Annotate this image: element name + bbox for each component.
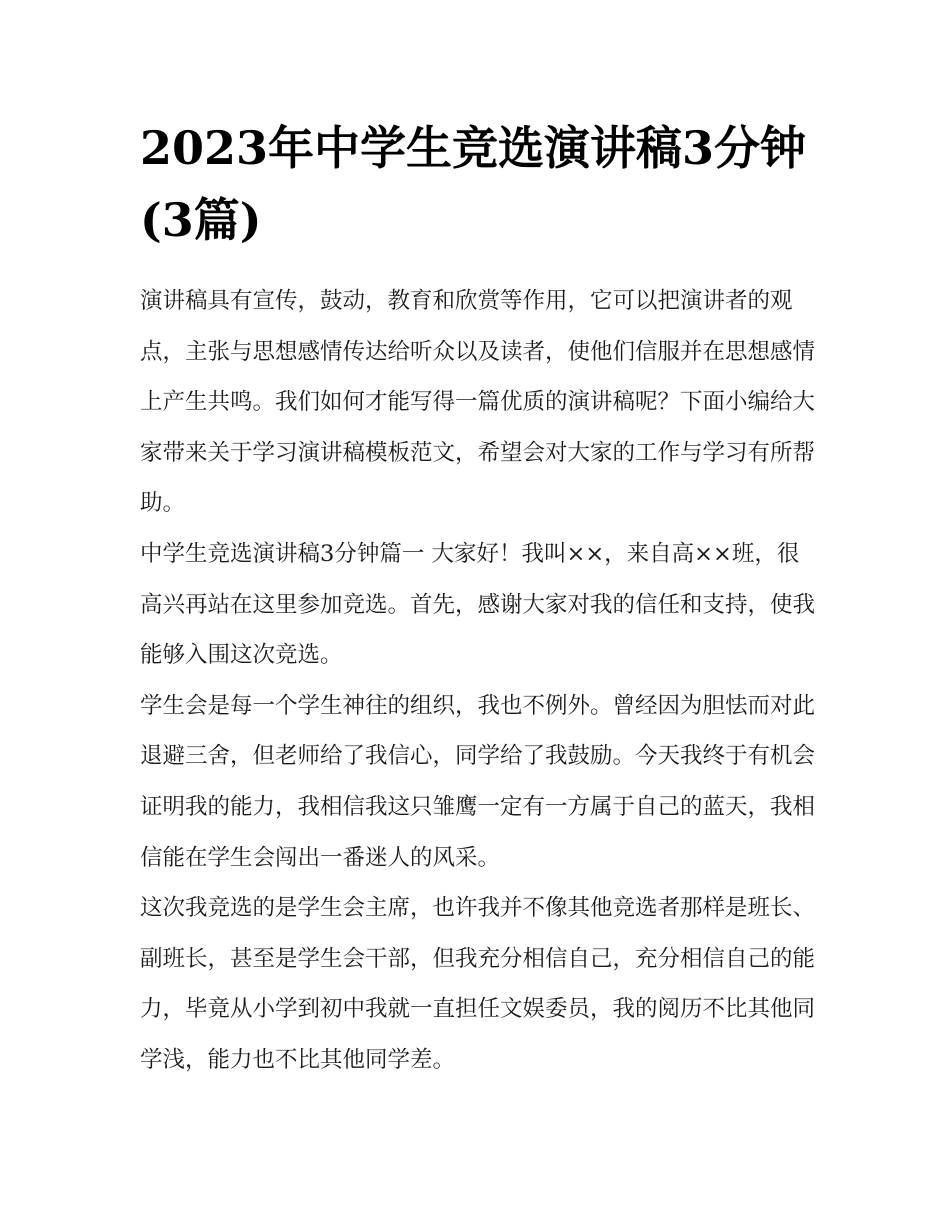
paragraph-intro: 演讲稿具有宣传，鼓动，教育和欣赏等作用，它可以把演讲者的观点，主张与思想感情传达给听众以及读者，使他们信服并在思想感情上产生共鸣。我们如何才能写得一篇优质的演讲稿呢？下面小编给大家带来关于学习演讲稿模板范文，希望会对大家的工作与学习有所帮助。 xyxy=(140,288,816,517)
document-body xyxy=(140,276,820,1086)
paragraph-campaign: 这次我竞选的是学生会主席，也许我并不像其他竞选者那样是班长、副班长，甚至是学生会干部，但我充分相信自己，充分相信自己的能力，毕竟从小学到初中我就一直担任文娱委员，我的阅历不比其他同学浅，能力也不比其他同学差。 xyxy=(140,895,816,1073)
document-title: 2023年中学生竞选演讲稿3分钟(3篇) xyxy=(140,121,807,247)
paragraph-greeting: 中学生竞选演讲稿3分钟篇一 大家好！我叫××，来自高××班，很高兴再站在这里参加竞选。首先，感谢大家对我的信任和支持，使我能够入围这次竞选。 xyxy=(140,540,816,669)
paragraph-student-union: 学生会是每一个学生神往的组织，我也不例外。曾经因为胆怯而对此退避三舍，但老师给了我信心，同学给了我鼓励。今天我终于有机会证明我的能力，我相信我这只雏鹰一定有一方属于自己的蓝天，我相信能在学生会闯出一番迷人的风采。 xyxy=(140,692,816,871)
